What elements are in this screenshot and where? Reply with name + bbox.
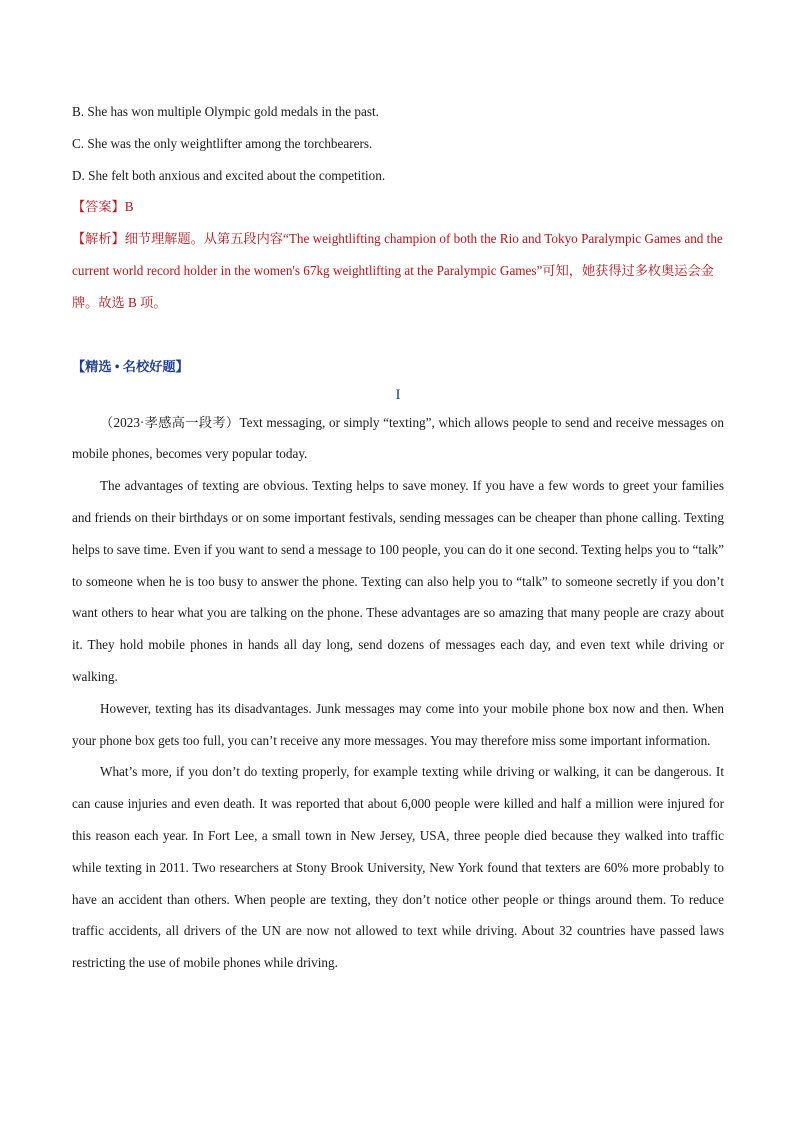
analysis-quote: “The weightlifting champion of both the Rio and Tokyo Paralympic Games and the current world record holder in the women's 67kg weightlifting at the Paralympic Games” — [72, 231, 723, 278]
passage-number: I — [395, 386, 401, 403]
passage-paragraph-4: What’s more, if you don’t do texting properly, for example texting while driving or walking, it can be dangerous. It can cause injuries and even death. It was reported that about 6,000 people were killed and half a million were injured for this reason each year. In Fort Lee, a small town in New Jersey, USA, three people died because they walked into traffic while texting in 2011. Two researchers at Stony Brook University, New York found that texters are 60% more probably to have an accident than others. When people are texting, they don’t notice other people or things around them. To reduce traffic accidents, all drivers of the UN are now not allowed to text while driving. About 32 countries have passed laws restricting the use of mobile phones while driving. — [72, 764, 724, 971]
analysis-lead: 细节理解题。从第五段内容 — [124, 231, 283, 247]
answer-label: 【答案】 — [72, 199, 125, 215]
passage-paragraph-1: （2023·孝感高一段考）Text messaging, or simply “texting”, which allows people to send and receive messages on mobile phones, becomes very popular today. — [72, 414, 724, 462]
analysis-tail: 可知，她获得过多枚奥运会金牌。故选 B 项。 — [72, 262, 714, 310]
analysis-label: 【解析】 — [72, 231, 125, 247]
option-c: C. She was the only weightlifter among the torchbearers. — [72, 135, 373, 151]
option-d: D. She felt both anxious and excited about the competition. — [72, 167, 386, 183]
section-title: 【精选 • 名校好题】 — [72, 358, 189, 374]
passage-paragraph-2: The advantages of texting are obvious. Texting helps to save money. If you have a few words to greet your families and friends on their birthdays or on some important festivals, sending messages can be cheaper than phone calling. Texting helps to save time. Even if you want to send a message to 100 people, you can do it one second. Texting helps you to “talk” to someone when he is too busy to answer the phone. Texting can also help you to “talk” to someone secretly if you don’t want others to hear what you are talking on the phone. These advantages are so amazing that many people are crazy about it. They hold mobile phones in hands all day long, send dozens of messages each day, and even text while driving or walking. — [72, 478, 724, 684]
passage-paragraph-3: However, texting has its disadvantages. Junk messages may come into your mobile phone box now and then. When your phone box gets too full, you can’t receive any more messages. You may therefore miss some important information. — [72, 700, 724, 748]
option-b: B. She has won multiple Olympic gold medals in the past. — [72, 104, 379, 119]
analysis-block — [72, 223, 724, 318]
document-page — [72, 96, 724, 979]
answer-line — [72, 191, 724, 223]
answer-value: B — [124, 199, 134, 215]
